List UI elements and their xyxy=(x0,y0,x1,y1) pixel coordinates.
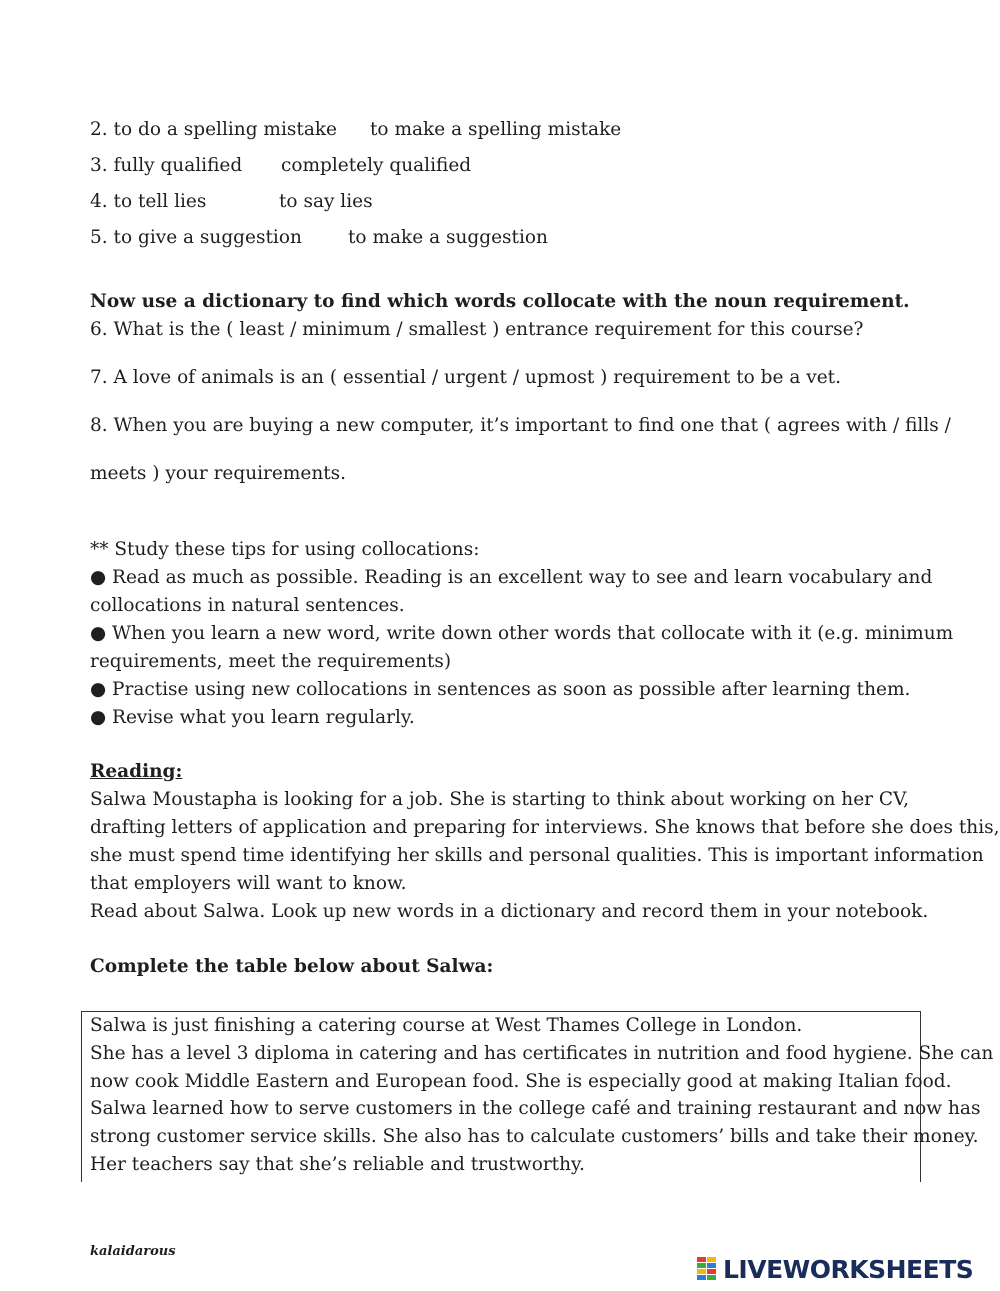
collocation-right: to make a spelling mistake xyxy=(370,119,622,140)
question-7: 7. A love of animals is an ( essential / urgent / upmost ) requirement to be a vet. xyxy=(90,367,841,388)
collocation-row-2 xyxy=(90,116,622,144)
dictionary-heading: Now use a dictionary to find which words collocate with the noun requirement. xyxy=(90,291,910,312)
author-signature: kalaidarous xyxy=(90,1244,176,1259)
collocation-left: 3. fully qualified xyxy=(90,155,243,176)
box-line: Salwa learned how to serve customers in the college café and training restaurant and now has xyxy=(90,1098,981,1119)
question-8-line-1: 8. When you are buying a new computer, it’s important to find one that ( agrees with / fills / xyxy=(90,415,951,436)
collocation-row-3 xyxy=(90,152,472,180)
collocation-right: completely qualified xyxy=(281,155,472,176)
logo-text: LIVEWORKSHEETS xyxy=(723,1254,974,1284)
collocation-left: 5. to give a suggestion xyxy=(90,227,302,248)
table-task-heading: Complete the table below about Salwa: xyxy=(90,956,494,977)
reading-paragraph-line-4: that employers will want to know. xyxy=(90,873,407,894)
collocation-right: to make a suggestion xyxy=(348,227,548,248)
reading-paragraph-line-3: she must spend time identifying her skills and personal qualities. This is important information xyxy=(90,845,984,866)
tip-4: ● Revise what you learn regularly. xyxy=(90,707,415,728)
collocation-left: 2. to do a spelling mistake xyxy=(90,119,338,140)
tip-1-line-2: collocations in natural sentences. xyxy=(90,595,405,616)
logo-blocks-icon xyxy=(697,1256,719,1282)
reading-paragraph-line-2: drafting letters of application and preparing for interviews. She knows that before she does this, xyxy=(90,817,1000,838)
tips-intro: ** Study these tips for using collocations: xyxy=(90,539,480,560)
collocation-row-4 xyxy=(90,188,373,216)
tip-1-line-1: ● Read as much as possible. Reading is an excellent way to see and learn vocabulary and xyxy=(90,567,933,588)
question-6: 6. What is the ( least / minimum / smallest ) entrance requirement for this course? xyxy=(90,319,864,340)
tip-2-line-1: ● When you learn a new word, write down other words that collocate with it (e.g. minimum xyxy=(90,623,954,644)
box-line: now cook Middle Eastern and European food. She is especially good at making Italian food. xyxy=(90,1071,952,1092)
box-line: She has a level 3 diploma in catering and has certificates in nutrition and food hygiene. She can xyxy=(90,1043,994,1064)
box-line: Salwa is just finishing a catering course at West Thames College in London. xyxy=(90,1015,803,1036)
question-8-line-2: meets ) your requirements. xyxy=(90,463,347,484)
reading-paragraph-line-1: Salwa Moustapha is looking for a job. She is starting to think about working on her CV, xyxy=(90,789,910,810)
tip-3: ● Practise using new collocations in sentences as soon as possible after learning them. xyxy=(90,679,911,700)
reading-heading: Reading: xyxy=(90,761,183,782)
tip-2-line-2: requirements, meet the requirements) xyxy=(90,651,452,672)
collocation-row-5 xyxy=(90,224,548,252)
collocation-right: to say lies xyxy=(279,191,373,212)
reading-instruction: Read about Salwa. Look up new words in a dictionary and record them in your notebook. xyxy=(90,901,929,922)
box-line: Her teachers say that she’s reliable and trustworthy. xyxy=(90,1154,585,1175)
liveworksheets-logo xyxy=(697,1254,973,1284)
salwa-text-box xyxy=(81,1011,994,1182)
box-line: strong customer service skills. She also has to calculate customers’ bills and take their money. xyxy=(90,1126,979,1147)
collocation-left: 4. to tell lies xyxy=(90,191,207,212)
